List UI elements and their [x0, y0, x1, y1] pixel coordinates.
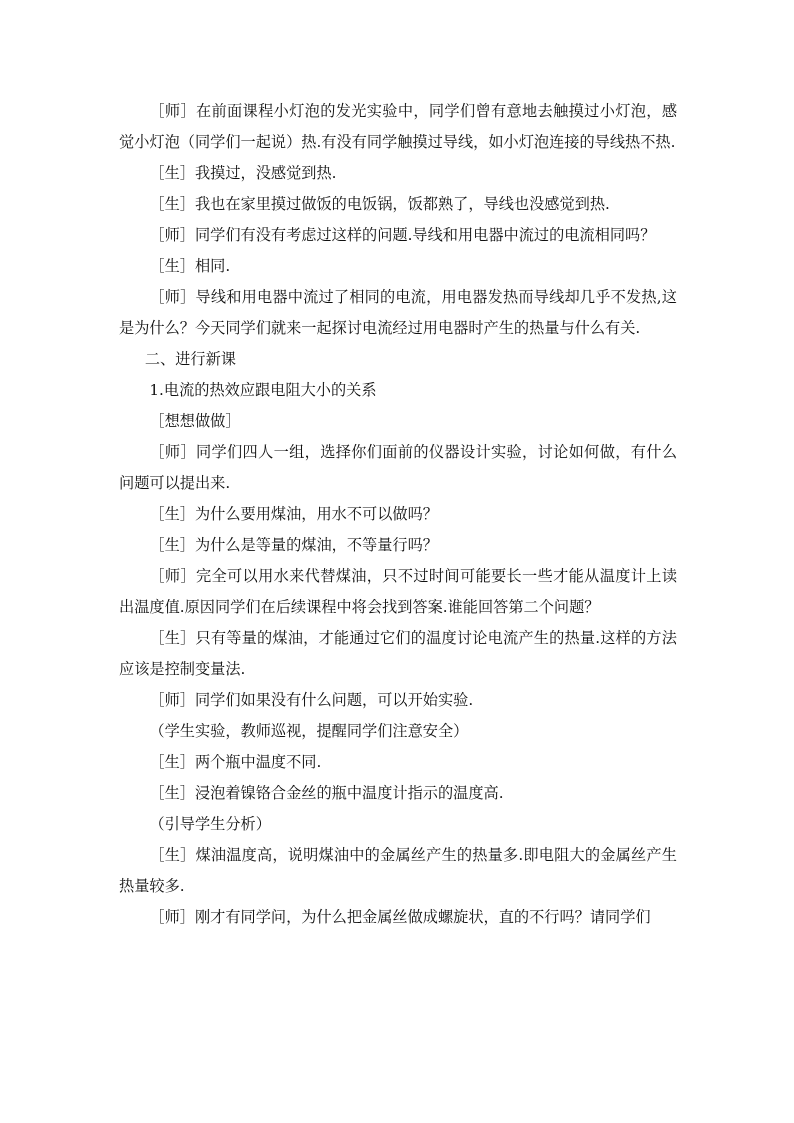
paragraph-teacher-start: ［师］同学们如果没有什么问题，可以开始实验. — [149, 691, 474, 709]
paragraph-teacher-groups: ［师］同学们四人一组，选择你们面前的仪器设计实验，讨论如何做，有什么问题可以提出来. — [119, 443, 677, 492]
paragraph-student-3: ［生］相同. — [149, 257, 231, 275]
subsection-heading-heat-resistance: 1.电流的热效应跟电阻大小的关系 — [149, 381, 377, 399]
paragraph-teacher-intro: ［师］在前面课程小灯泡的发光实验中，同学们曾有意地去触摸过小灯泡，感觉小灯泡（同学们一起说）热.有没有同学触摸过导线，如小灯泡连接的导线热不热. — [119, 102, 677, 151]
paragraph-teacher-why: ［师］导线和用电器中流过了相同的电流，用电器发热而导线却几乎不发热,这是为什么？今天同学们就来一起探讨电流经过用电器时产生的热量与什么有关. — [119, 288, 677, 337]
section-heading-new-lesson: 二、进行新课 — [144, 350, 236, 368]
paragraph-student-temp-diff: ［生］两个瓶中温度不同. — [149, 753, 322, 771]
paragraph-teacher-water: ［师］完全可以用水来代替煤油，只不过时间可能要长一些才能从温度计上读出温度值.原因同学们在后续课程中将会找到答案.谁能回答第二个问题？ — [119, 567, 677, 616]
paragraph-student-1: ［生］我摸过，没感觉到热. — [149, 164, 337, 182]
paragraph-note-analysis: （引导学生分析） — [149, 815, 271, 833]
paragraph-student-conclusion: ［生］煤油温度高，说明煤油中的金属丝产生的热量多.即电阻大的金属丝产生热量较多. — [119, 846, 677, 895]
paragraph-student-nichrome: ［生］浸泡着镍铬合金丝的瓶中温度计指示的温度高. — [149, 784, 504, 802]
paragraph-student-kerosene: ［生］为什么要用煤油，用水不可以做吗？ — [149, 505, 438, 523]
paragraph-teacher-question: ［师］同学们有没有考虑过这样的问题.导线和用电器中流过的电流相同吗？ — [149, 226, 656, 244]
paragraph-student-control: ［生］只有等量的煤油，才能通过它们的温度讨论电流产生的热量.这样的方法应该是控制变量法. — [119, 629, 677, 678]
paragraph-student-equal: ［生］为什么是等量的煤油，不等量行吗？ — [149, 536, 438, 554]
activity-heading: ［想想做做］ — [149, 412, 241, 430]
paragraph-teacher-spiral: ［师］刚才有同学问，为什么把金属丝做成螺旋状，直的不行吗？请同学们 — [149, 908, 651, 926]
paragraph-student-2: ［生］我也在家里摸过做饭的电饭锅，饭都熟了，导线也没感觉到热. — [149, 195, 610, 213]
paragraph-note-experiment: （学生实验，教师巡视，提醒同学们注意安全） — [149, 722, 469, 740]
document-body — [119, 96, 677, 933]
